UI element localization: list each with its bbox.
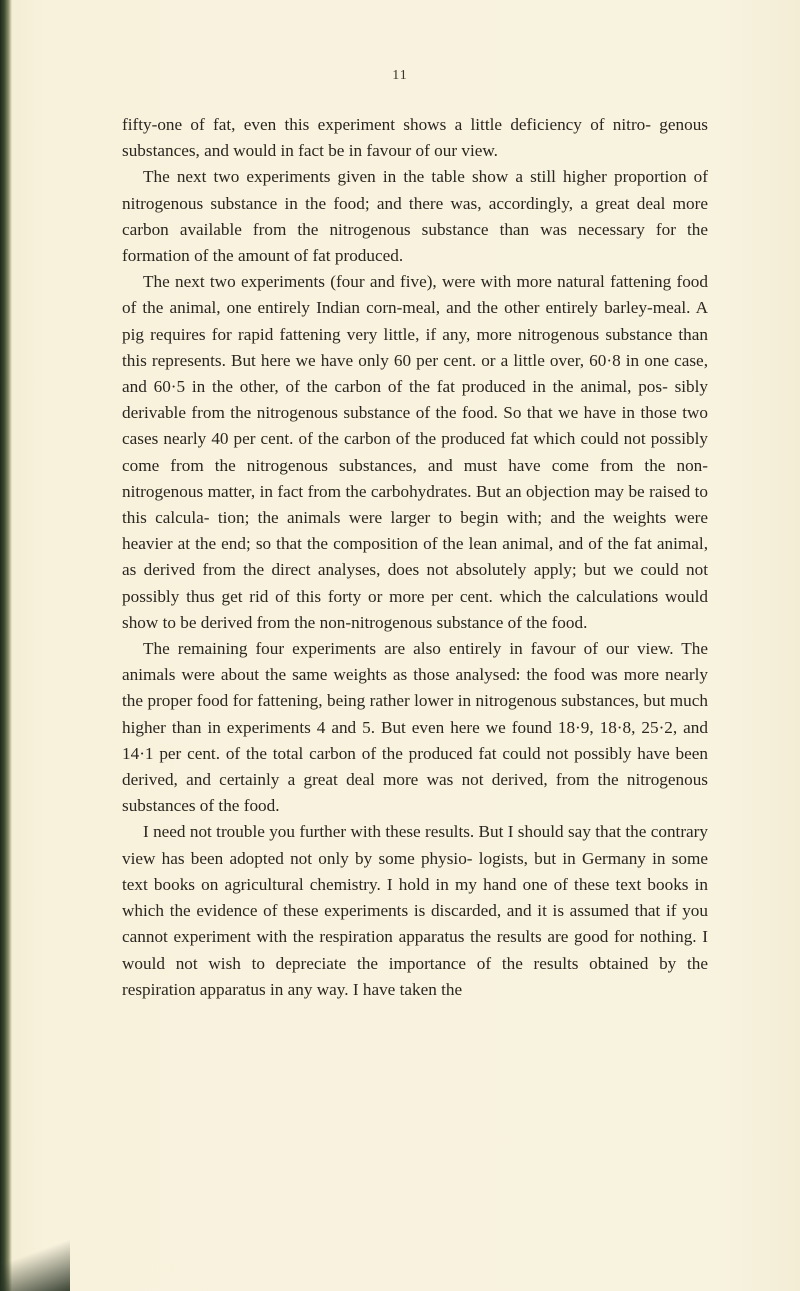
binding-shadow (0, 1230, 70, 1291)
paragraph: The remaining four experiments are also entirely in favour of our view. The animals were about the same weights as those analysed: the food was more nearly the proper food for fattening, being rather lower in nitrogenous substances, but much higher than in experiments 4 and 5. But even here we found 18·9, 18·8, 25·2, and 14·1 per cent. of the total carbon of the produced fat could not possibly have been derived, and certainly a great deal more was not derived, from the nitrogenous substances of the food. (122, 639, 708, 816)
paragraph-continued: fifty-one of fat, even this experiment shows a little deficiency of nitro- genous substances, and would in fact be in favour of our view. (122, 115, 708, 161)
paragraph: I need not trouble you further with these results. But I should say that the contrary view has been adopted not only by some physio- logists, but in Germany in some text books on agricultural chemistry. I hold in my hand one of these text books in which the evidence of these experiments is discarded, and it is assumed that if you cannot experiment with the respiration apparatus the results are good for nothing. I would not wish to depreciate the importance of the results obtained by the respiration apparatus in any way. I have taken the (122, 822, 708, 999)
paragraph: The next two experiments given in the table show a still higher proportion of nitrogenous substance in the food; and there was, accordingly, a great deal more carbon available from the nitrogenous substance than was necessary for the formation of the amount of fat produced. (122, 167, 708, 266)
page-number: 11 (392, 68, 408, 83)
body-text (122, 112, 708, 1003)
book-binding-edge (0, 0, 12, 1291)
paragraph: The next two experiments (four and five), were with more natural fattening food of the animal, one entirely Indian corn-meal, and the other entirely barley-meal. A pig requires for rapid fattening very little, if any, more nitrogenous substance than this represents. But here we have only 60 per cent. or a little over, 60·8 in one case, and 60·5 in the other, of the carbon of the fat produced in the animal, pos- sibly derivable from the nitrogenous substance of the food. So that we have in those two cases nearly 40 per cent. of the carbon of the produced fat which could not possibly come from the nitrogenous substances, and must have come from the non-nitrogenous matter, in fact from the carbohydrates. But an objection may be raised to this calcula- tion; the animals were larger to begin with; and the weights were heavier at the end; so that the composition of the lean animal, and of the fat animal, as derived from the direct analyses, does not absolutely apply; but we could not possibly thus get rid of this forty or more per cent. which the calculations would show to be derived from the non-nitrogenous substance of the food. (122, 272, 708, 632)
